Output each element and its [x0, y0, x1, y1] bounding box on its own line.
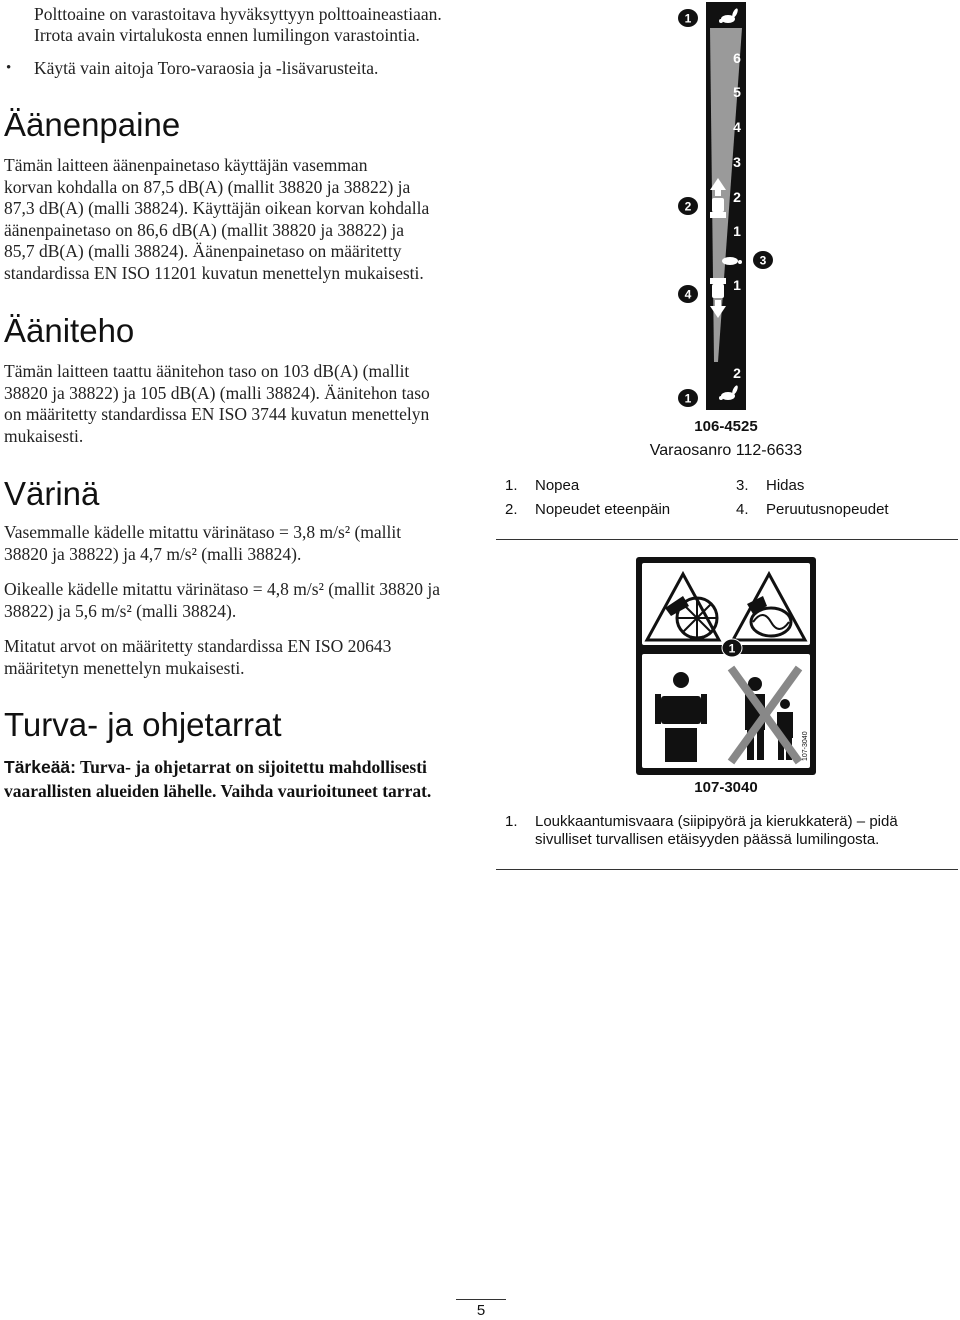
- decal2-divider: [496, 869, 958, 870]
- decal-107-3040: [635, 556, 817, 776]
- svg-text:1: 1: [728, 641, 736, 656]
- callout-4: [678, 285, 698, 303]
- text-line: korvan kohdalla on 87,5 dB(A) (mallit 38820 ja 38822) ja: [4, 176, 411, 197]
- important-note: [4, 756, 484, 802]
- sound-power-paragraph: [4, 361, 484, 447]
- heading-sound-pressure: Äänenpaine: [4, 106, 181, 143]
- speed-1: 1: [733, 223, 741, 239]
- svg-text:1: 1: [684, 391, 692, 406]
- callout-3: [753, 251, 773, 269]
- decal-106-4525: [670, 0, 790, 412]
- page-number: 5: [476, 1302, 486, 1319]
- vibration-paragraph-3: [4, 636, 484, 679]
- text-line: 87,3 dB(A) (malli 38824). Käyttäjän oikean korvan kohdalla: [4, 198, 430, 218]
- text-line: Vasemmalle kädelle mitattu värinätaso = 3,8 m/s² (mallit: [4, 522, 402, 542]
- page-number-rule: [456, 1299, 506, 1300]
- svg-text:2: 2: [684, 199, 692, 214]
- decal2-part-number: 107-3040: [694, 779, 758, 796]
- decal1-replacement: Varaosanro 112-6633: [649, 442, 803, 459]
- svg-text:4: 4: [684, 287, 692, 302]
- legend-item-1: 1. Nopea: [505, 477, 580, 494]
- decal1-part-number: 106-4525: [694, 418, 758, 435]
- vibration-paragraph-2: [4, 579, 484, 622]
- intro-line-1: Polttoaine on varastoitava hyväksyttyyn polttoaineastiaan.: [34, 4, 442, 24]
- decal1-divider: [496, 539, 958, 540]
- important-text-2: vaarallisten alueiden lähelle. Vaihda vaurioituneet tarrat.: [4, 781, 432, 801]
- legend-item-3: 3. Hidas: [736, 477, 805, 494]
- vibration-paragraph-1: [4, 522, 484, 565]
- important-text-1: Turva- ja ohjetarrat on sijoitettu mahdollisesti: [80, 757, 427, 777]
- bullet-text: Käytä vain aitoja Toro-varaosia ja -lisävarusteita.: [34, 58, 379, 78]
- important-label: Tärkeää:: [4, 757, 76, 777]
- text-line: 38820 ja 38822) ja 4,7 m/s² (malli 38824).: [4, 543, 302, 564]
- text-line: 38822) ja 5,6 m/s² (malli 38824).: [4, 600, 237, 621]
- svg-text:3: 3: [759, 253, 767, 268]
- decal2-side-code: 107-3040: [802, 731, 809, 761]
- text-line: äänenpainetaso on 86,6 dB(A) (mallit 38820 ja 38822) ja: [4, 219, 404, 240]
- heading-safety-decals: Turva- ja ohjetarrat: [4, 706, 282, 743]
- heading-sound-power: Ääniteho: [4, 312, 135, 349]
- text-line: standardissa EN ISO 11201 kuvatun menettelyn mukaisesti.: [4, 262, 424, 283]
- reverse-1: 1: [733, 277, 741, 293]
- snowblower-reverse-icon: [710, 278, 726, 298]
- snowblower-forward-icon: [710, 198, 726, 218]
- svg-text:1: 1: [684, 11, 692, 26]
- intro-line-2: Irrota avain virtalukosta ennen lumilingon varastointia.: [34, 25, 420, 45]
- sound-pressure-paragraph: [4, 155, 484, 284]
- decal2-legend-line-1: Loukkaantumisvaara (siipipyörä ja kierukkaterä) – pidä: [535, 813, 898, 830]
- legend-item-2: 2. Nopeudet eteenpäin: [505, 501, 671, 518]
- callout-1-top: [678, 9, 698, 27]
- decal2-legend-num: 1.: [505, 813, 518, 830]
- text-line: 38820 ja 38822) ja 105 dB(A) (malli 38824). Äänitehon taso: [4, 382, 430, 403]
- callout-1-bottom: [678, 389, 698, 407]
- bullet-dot: •: [6, 60, 12, 76]
- text-line: määritetyn menettelyn mukaisesti.: [4, 657, 245, 678]
- decal2-legend-line-2: sivulliset turvallisen etäisyyden päässä lumilingosta.: [535, 831, 880, 848]
- text-line: Tämän laitteen taattu äänitehon taso on 103 dB(A) (mallit: [4, 361, 410, 381]
- speed-3: 3: [733, 154, 741, 170]
- legend-item-4: 4. Peruutusnopeudet: [736, 501, 889, 518]
- speed-2: 2: [733, 189, 741, 205]
- reverse-2: 2: [733, 365, 741, 381]
- text-line: Oikealle kädelle mitattu värinätaso = 4,8 m/s² (mallit 38820 ja: [4, 579, 440, 599]
- text-line: on määritetty standardissa EN ISO 3744 kuvatun menettelyn: [4, 404, 430, 424]
- speed-6: 6: [733, 50, 741, 66]
- callout-2: [678, 197, 698, 215]
- text-line: Mitatut arvot on määritetty standardissa EN ISO 20643: [4, 636, 392, 656]
- text-line: mukaisesti.: [4, 425, 84, 446]
- decal2-callout: [722, 639, 742, 657]
- speed-5: 5: [733, 84, 741, 100]
- heading-vibration: Värinä: [4, 475, 100, 512]
- speed-4: 4: [733, 119, 741, 135]
- text-line: Tämän laitteen äänenpainetaso käyttäjän vasemman: [4, 155, 368, 175]
- text-line: 85,7 dB(A) (malli 38824). Äänenpainetaso on määritetty: [4, 241, 402, 261]
